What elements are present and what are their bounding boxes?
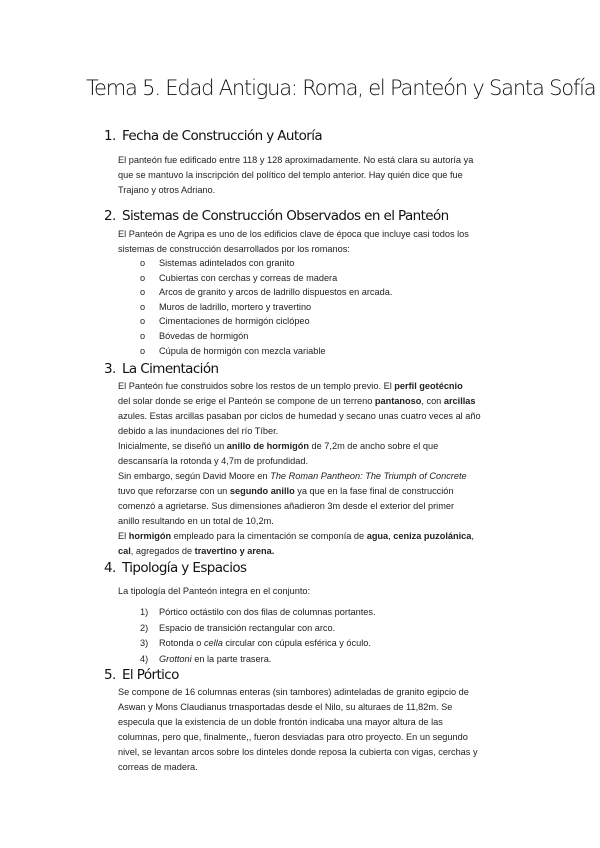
list-item: 1) Pórtico octástilo con dos filas de columnas portantes. <box>140 605 376 621</box>
bullet-marker: o <box>140 316 146 327</box>
emphasis: travertino y arena. <box>194 546 275 556</box>
section-2-paragraph <box>118 227 518 257</box>
paragraph-line: del solar donde se erige el Panteón se compone de un terreno pantanoso, con arcillas <box>118 396 476 406</box>
emphasis: agua <box>366 531 389 541</box>
bullet-marker: o <box>140 287 146 298</box>
paragraph-line: que se mantuvo la inscripción del político del templo anterior. Hay quién dice que fue <box>118 170 463 180</box>
list-number: 3) <box>140 638 149 649</box>
paragraph-line: Inicialmente, se diseñó un anillo de hormigón de 7,2m de ancho sobre el que <box>118 441 439 451</box>
bullet-marker: o <box>140 345 146 356</box>
paragraph-line: El Panteón fue construidos sobre los restos de un templo previo. El perfil geotécnio <box>118 381 463 391</box>
list-item: 3) Rotonda o cella circular con cúpula esférica y óculo. <box>140 636 376 652</box>
paragraph-line: Trajano y otros Adriano. <box>118 185 216 195</box>
paragraph-line: correas de madera. <box>118 762 198 772</box>
italic-term: cella <box>203 638 223 649</box>
document-title: Tema 5. Edad Antigua: Roma, el Panteón y Santa Sofía <box>86 76 596 100</box>
section-5-paragraph <box>118 685 518 775</box>
paragraph-line: tuvo que reforzarse con un segundo anillo ya que en la fase final de construcción <box>118 486 454 496</box>
section-3-paragraph <box>118 379 518 559</box>
paragraph-line: sistemas de construcción desarrollados por los romanos: <box>118 244 350 254</box>
list-item: o Cimentaciones de hormigón ciclópeo <box>140 314 392 329</box>
section-3-number: 3. <box>104 361 116 377</box>
paragraph-line: descansaría la rotonda y 4,7m de profundidad. <box>118 456 308 466</box>
paragraph-line: especula que la existencia de un doble frontón indicaba una mayor altura de las <box>118 717 443 727</box>
bullet-marker: o <box>140 301 146 312</box>
section-1-number: 1. <box>104 128 116 144</box>
section-4-title: Tipología y Espacios <box>122 560 247 576</box>
list-item: o Arcos de granito y arcos de ladrillo dispuestos en arcada. <box>140 285 392 300</box>
bullet-marker: o <box>140 258 146 268</box>
section-5-number: 5. <box>104 667 116 683</box>
paragraph-line: El Panteón de Agripa es uno de los edificios clave de época que incluye casi todos los <box>118 229 469 239</box>
book-title: The Roman Pantheon: The Triumph of Concrete <box>270 471 467 481</box>
emphasis: cal <box>118 546 131 556</box>
paragraph-line: nivel, se levantan arcos sobre los dinteles donde reposa la cubierta con vigas, cerchas y <box>118 747 478 757</box>
paragraph-line: La tipología del Panteón integra en el conjunto: <box>118 586 311 596</box>
paragraph-line: Aswan y Mons Claudianus trnasportadas desde el Nilo, su alturaes de 11,82m. Se <box>118 702 453 712</box>
section-5-heading <box>104 667 179 683</box>
section-2-title: Sistemas de Construcción Observados en el Panteón <box>122 208 449 224</box>
section-1-paragraph <box>118 153 518 198</box>
section-4-heading <box>104 560 246 576</box>
section-2-number: 2. <box>104 208 116 224</box>
paragraph-line: comenzó a agrietarse. Sus dimensiones añadieron 3m desde el exterior del primer <box>118 501 455 511</box>
list-number: 2) <box>140 622 149 633</box>
section-3-title: La Cimentación <box>122 361 219 377</box>
section-1-heading <box>104 128 322 144</box>
emphasis: perfil geotécnio <box>394 381 463 391</box>
emphasis: arcillas <box>443 396 476 406</box>
list-item: o Cúpula de hormigón con mezcla variable <box>140 344 392 359</box>
section-3-heading <box>104 361 218 377</box>
section-4-number: 4. <box>104 560 116 576</box>
emphasis: segundo anillo <box>229 486 295 496</box>
list-item: o Sistemas adintelados con granito <box>140 256 392 271</box>
list-item: 4) Grottoni en la parte trasera. <box>140 652 376 668</box>
section-4-intro <box>118 584 518 599</box>
paragraph-line: El hormigón empleado para la cimentación se componía de agua, ceniza puzolánica, <box>118 531 474 541</box>
list-item: 2) Espacio de transición rectangular con arco. <box>140 621 376 637</box>
paragraph-line: cal, agregados de travertino y arena. <box>118 546 275 556</box>
italic-term: Grottoni <box>159 653 192 664</box>
emphasis: ceniza puzolánica <box>393 531 472 541</box>
emphasis: hormigón <box>128 531 172 541</box>
paragraph-line: columnas, pero que, finalmente,, fueron desviadas para otro proyecto. En un segundo <box>118 732 468 742</box>
paragraph-line: anillo resultando en un total de 10,2m. <box>118 516 274 526</box>
paragraph-line: Se compone de 16 columnas enteras (sin tambores) adinteladas de granito egipcio de <box>118 687 469 697</box>
list-number: 4) <box>140 653 149 664</box>
bullet-marker: o <box>140 330 146 341</box>
list-item: o Cubiertas con cerchas y correas de madera <box>140 271 392 286</box>
list-item: o Muros de ladrillo, mortero y travertino <box>140 300 392 315</box>
list-item: o Bóvedas de hormigón <box>140 329 392 344</box>
paragraph-line: El panteón fue edificado entre 118 y 128 aproximadamente. No está clara su autoría ya <box>118 155 474 165</box>
section-1-title: Fecha de Construcción y Autoría <box>122 128 323 144</box>
paragraph-line: debido a las inundaciones del río Tíber. <box>118 426 279 436</box>
section-5-title: El Pórtico <box>122 667 179 683</box>
emphasis: anillo de hormigón <box>226 441 309 451</box>
bullet-marker: o <box>140 272 146 283</box>
list-number: 1) <box>140 607 149 617</box>
section-2-heading <box>104 208 449 224</box>
section-2-bullet-list <box>140 256 392 358</box>
paragraph-line: Sin embargo, según David Moore en The Roman Pantheon: The Triumph of Concrete <box>118 471 467 481</box>
emphasis: pantanoso <box>374 396 422 406</box>
section-4-numbered-list <box>140 605 376 667</box>
paragraph-line: azules. Estas arcillas pasaban por ciclos de humedad y secano unas cuatro veces al año <box>118 411 481 421</box>
